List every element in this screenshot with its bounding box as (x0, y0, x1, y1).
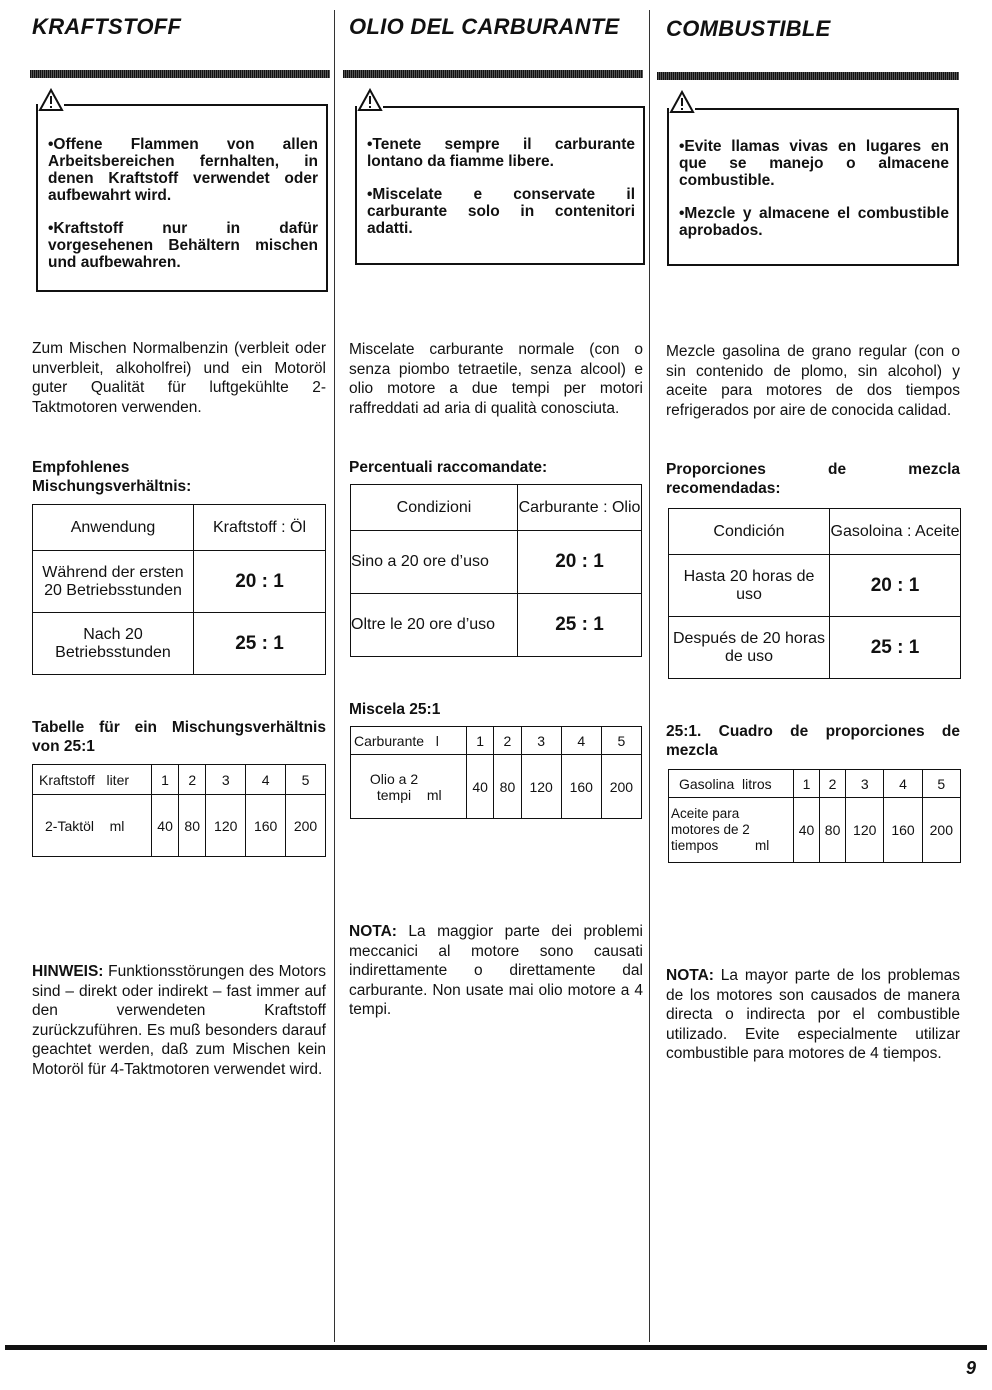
mix-cell: 5 (286, 765, 326, 795)
footer-rule (5, 1345, 987, 1350)
ratio-value: 25 : 1 (830, 617, 961, 679)
table-header: Condizioni (351, 485, 518, 531)
ratio-table-de (32, 504, 326, 675)
ratio-heading-it: Percentuali raccomandate: (349, 459, 548, 476)
mix-cell: 120 (846, 798, 884, 863)
table-cell: Después de 20 horas de uso (669, 617, 830, 679)
section-title-de: KRAFTSTOFF (32, 14, 182, 39)
mix-cell: 160 (884, 798, 922, 863)
mix-cell: 1 (794, 770, 820, 798)
mix-table-es (668, 769, 961, 863)
mix-cell: 3 (521, 727, 561, 755)
note-text: La maggior parte dei problemi meccanici al motore sono causati indirettamente o direttamente dal carburante. Non usate mai olio motore a 4 tempi. (349, 923, 643, 1018)
warning-line: •Evite llamas vivas en lugares en que se manejo o almacene combustible. (679, 138, 949, 189)
mix-cell: 80 (820, 798, 846, 863)
warning-box-it (355, 106, 645, 265)
mix-row-label: Gasolina litros (669, 770, 794, 798)
mix-cell: 160 (246, 795, 286, 857)
note-label: NOTA: (666, 967, 714, 984)
mix-cell: 2 (179, 765, 206, 795)
mix-row-label: Aceite para motores de 2 tiempos ml (669, 798, 794, 863)
ratio-value: 25 : 1 (518, 594, 642, 657)
table-cell: Hasta 20 horas de uso (669, 555, 830, 617)
warning-triangle-icon (38, 88, 64, 112)
note-paragraph-es (666, 966, 960, 1064)
mix-cell: 2 (820, 770, 846, 798)
ratio-table-it (350, 484, 642, 657)
note-label: HINWEIS: (32, 963, 104, 980)
table-cell: Oltre le 20 ore d’uso (351, 594, 518, 657)
mix-cell: 200 (286, 795, 326, 857)
ratio-value: 20 : 1 (830, 555, 961, 617)
mix-row-label: Carburante l (351, 727, 467, 755)
note-paragraph-it (349, 922, 643, 1020)
warning-line: •Kraftstoff nur in dafür vorgesehenen Behältern mischen und aufbewahren. (48, 220, 318, 271)
mix-cell: 3 (206, 765, 246, 795)
warning-box-es (667, 108, 959, 266)
mix-cell: 160 (561, 755, 601, 819)
mix-cell: 5 (601, 727, 641, 755)
mix-cell: 2 (494, 727, 521, 755)
column-divider (649, 10, 650, 1342)
mix-cell: 120 (206, 795, 246, 857)
section-title-it: OLIO DEL CARBURANTE (349, 14, 620, 39)
mix-row-label: 2-Taktöl ml (33, 795, 152, 857)
mix-cell: 3 (846, 770, 884, 798)
mix-cell: 1 (467, 727, 494, 755)
warning-text (679, 138, 949, 239)
mix-cell: 4 (884, 770, 922, 798)
mix-cell: 200 (601, 755, 641, 819)
note-text: Funktionsstörungen des Motors sind – direkt oder indirekt – fast immer auf den verwendeten Kraftstoff zurückzuführen. Es muß besonders darauf geachtet werden, daß zum Mischen kein Motoröl für 4-Taktmotoren verwendet wird. (32, 963, 326, 1078)
mix-row-label: Kraftstoff liter (33, 765, 152, 795)
ratio-table-es (668, 508, 961, 679)
warning-line: •Tenete sempre il carburante lontano da fiamme libere. (367, 136, 635, 170)
page-number: 9 (965, 1358, 976, 1378)
mix-cell: 40 (794, 798, 820, 863)
intro-paragraph-es: Mezcle gasolina de grano regular (con o sin contenido de plomo, sin alcohol) y aceite para motores de dos tiempos refrigerados por aire de conocida calidad. (666, 343, 960, 419)
mix-cell: 120 (521, 755, 561, 819)
warning-line: •Offene Flammen von allen Arbeitsbereichen fernhalten, in denen Kraftstoff verwendet oder aufbewahrt wird. (48, 136, 318, 204)
intro-paragraph-de: Zum Mischen Normalbenzin (verbleit oder unverbleit, alkoholfrei) und ein Motoröl guter Qualität für luftgekühlte 2-Taktmotoren verwenden. (32, 340, 326, 416)
warning-text (48, 136, 318, 271)
table-header: Gasoloina : Aceite (830, 509, 961, 555)
section-title-es: COMBUSTIBLE (666, 16, 831, 41)
title-rule (343, 70, 643, 78)
ratio-heading-de: Empfohlenes Mischungsverhältnis: (32, 459, 192, 495)
warning-triangle-icon (357, 88, 383, 112)
ratio-heading-es: Proporciones de mezcla recomendadas: (666, 461, 960, 497)
note-text: La mayor parte de los problemas de los motores son causados de manera directa o indirecta por el combustible utilizado. Evite especialmente utilizar combustible para motores de 4 tiempos. (666, 967, 960, 1062)
note-paragraph-de (32, 962, 326, 1079)
table-header: Condición (669, 509, 830, 555)
table-cell: Nach 20 Betriebsstunden (33, 613, 194, 675)
table-header: Carburante : Olio (518, 485, 642, 531)
mix-cell: 1 (152, 765, 179, 795)
warning-line: •Mezcle y almacene el combustible aprobados. (679, 205, 949, 239)
table-header: Kraftstoff : Öl (194, 505, 326, 551)
warning-text (367, 136, 635, 237)
warning-line: •Miscelate e conservate il carburante solo in contenitori adatti. (367, 186, 635, 237)
mix-table-it (350, 726, 642, 819)
mix-heading-it: Miscela 25:1 (349, 701, 441, 718)
mix-cell: 80 (494, 755, 521, 819)
table-cell: Sino a 20 ore d’uso (351, 531, 518, 594)
mix-cell: 40 (152, 795, 179, 857)
title-rule (657, 72, 959, 80)
table-cell: Während der ersten 20 Betriebsstunden (33, 551, 194, 613)
mix-cell: 80 (179, 795, 206, 857)
ratio-value: 20 : 1 (518, 531, 642, 594)
table-header: Anwendung (33, 505, 194, 551)
mix-heading-es: 25:1. Cuadro de proporciones de mezcla (666, 723, 960, 759)
intro-paragraph-it: Miscelate carburante normale (con o senza piombo tetraetile, senza alcool) e olio motore a due tempi per motori raffreddati ad aria di qualità conosciuta. (349, 341, 643, 417)
mix-cell: 4 (561, 727, 601, 755)
mix-table-de (32, 764, 326, 857)
title-rule (30, 70, 330, 78)
mix-cell: 5 (922, 770, 960, 798)
warning-triangle-icon (669, 90, 695, 114)
mix-heading-de: Tabelle für ein Mischungsverhältnis von 25:1 (32, 719, 326, 755)
warning-box-de (36, 104, 328, 292)
mix-cell: 40 (467, 755, 494, 819)
note-label: NOTA: (349, 923, 397, 940)
ratio-value: 20 : 1 (194, 551, 326, 613)
mix-cell: 4 (246, 765, 286, 795)
column-divider (334, 10, 335, 1342)
mix-cell: 200 (922, 798, 960, 863)
ratio-value: 25 : 1 (194, 613, 326, 675)
mix-row-label: Olio a 2 tempi ml (351, 755, 467, 819)
